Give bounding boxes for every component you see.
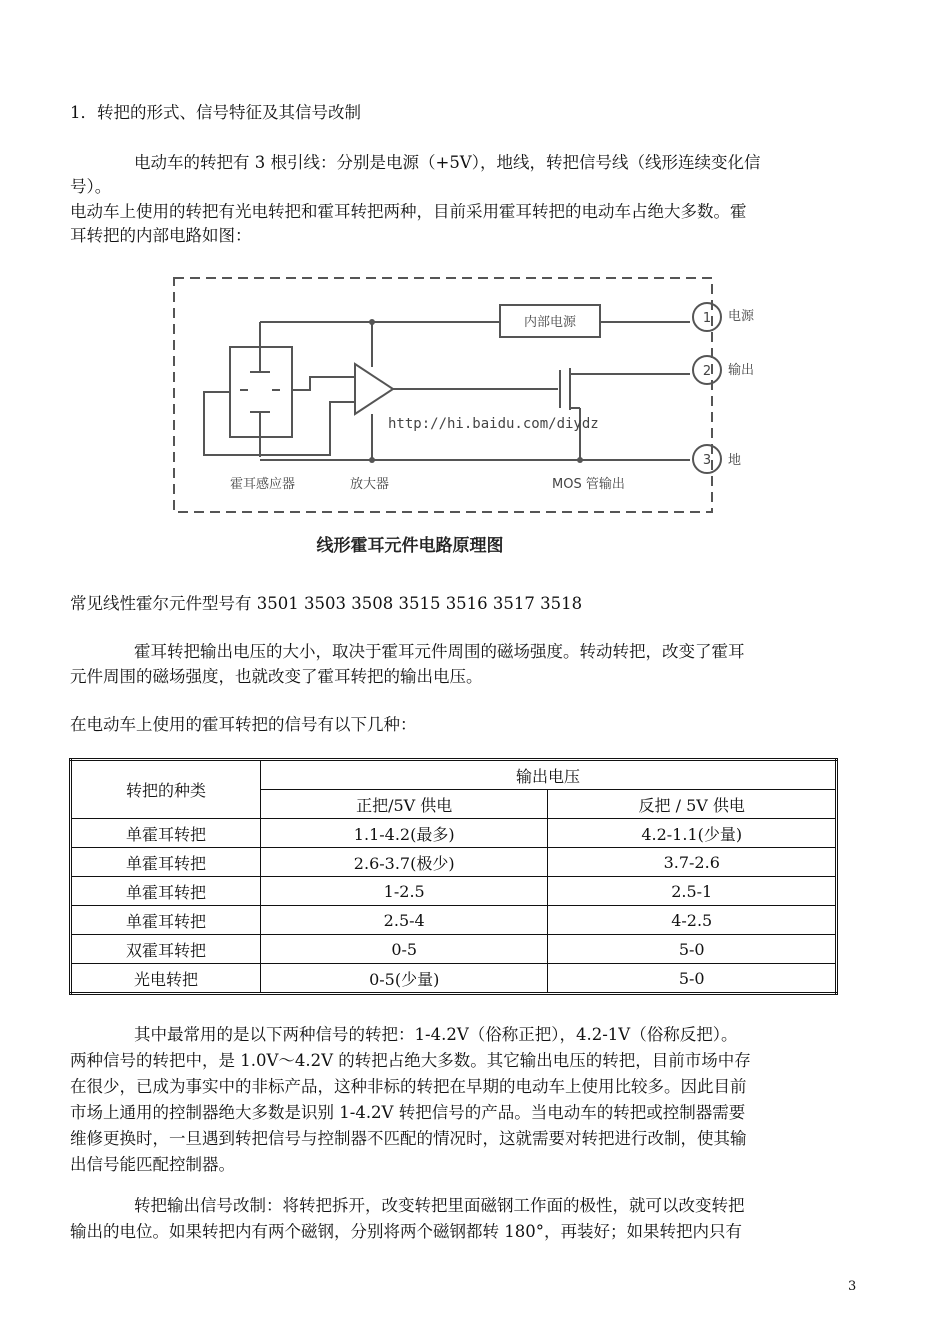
table-cell-kind: 单霍耳转把 xyxy=(71,819,261,848)
paragraph-line: 电动车的转把有 3 根引线：分别是电源（+5V），地线，转把信号线（线形连续变化信 xyxy=(134,153,761,172)
table-cell-forward: 1.1-4.2(最多) xyxy=(260,819,548,848)
paragraph-line: 市场上通用的控制器绝大多数是识别 1-4.2V 转把信号的产品。当电动车的转把或控制器需要 xyxy=(70,1103,746,1122)
pin-number: 2 xyxy=(702,364,712,379)
table-cell-reverse: 4-2.5 xyxy=(548,906,837,935)
pin-label-ground: 地 xyxy=(728,453,742,468)
table-row xyxy=(71,964,837,994)
internal-power-label: 内部电源 xyxy=(523,315,577,330)
table-cell-kind: 单霍耳转把 xyxy=(71,848,261,877)
table-cell-reverse: 3.7-2.6 xyxy=(548,848,837,877)
paragraph-line: 两种信号的转把中，是 1.0V～4.2V 的转把占绝大多数。其它输出电压的转把，目前市场中存 xyxy=(70,1051,751,1070)
pin-number: 1 xyxy=(702,311,712,326)
signals-intro: 在电动车上使用的霍耳转把的信号有以下几种： xyxy=(70,715,417,734)
table-header-kind: 转把的种类 xyxy=(71,760,261,819)
table-cell-reverse: 2.5-1 xyxy=(548,877,837,906)
signal-table xyxy=(69,758,838,995)
circuit-title: 线形霍耳元件电路原理图 xyxy=(316,536,504,556)
pin-number: 3 xyxy=(702,453,712,468)
table-header-output: 输出电压 xyxy=(260,760,836,790)
table-row xyxy=(71,906,837,935)
hall-circuit-diagram xyxy=(150,262,790,562)
section-heading: 1．转把的形式、信号特征及其信号改制 xyxy=(70,103,361,122)
paragraph-line: 维修更换时，一旦遇到转把信号与控制器不匹配的情况时，这就需要对转把进行改制，使其输 xyxy=(70,1129,747,1148)
amplifier-label: 放大器 xyxy=(350,477,390,492)
sensor-label: 霍耳感应器 xyxy=(230,477,296,492)
paragraph-common-signals xyxy=(70,1022,751,1178)
paragraph-line: 霍耳转把输出电压的大小，取决于霍耳元件周围的磁场强度。转动转把，改变了霍耳 xyxy=(134,642,745,661)
table-header-reverse: 反把 / 5V 供电 xyxy=(548,790,837,819)
paragraph-modification xyxy=(70,1193,745,1245)
table-cell-forward: 0-5(少量) xyxy=(260,964,548,994)
amplifier-symbol xyxy=(355,364,393,414)
mos-label: MOS 管输出 xyxy=(552,477,625,492)
pin-label-power: 电源 xyxy=(728,309,755,324)
paragraph-line: 耳转把的内部电路如图： xyxy=(70,226,252,245)
table-cell-reverse: 4.2-1.1(少量) xyxy=(548,819,837,848)
paragraph-line: 出信号能匹配控制器。 xyxy=(70,1155,235,1174)
table-cell-forward: 0-5 xyxy=(260,935,548,964)
table-cell-kind: 单霍耳转把 xyxy=(71,877,261,906)
paragraph-line: 号）。 xyxy=(70,177,112,196)
table-row xyxy=(71,848,837,877)
table-cell-reverse: 5-0 xyxy=(548,935,837,964)
table-cell-kind: 双霍耳转把 xyxy=(71,935,261,964)
table-cell-forward: 2.5-4 xyxy=(260,906,548,935)
pin-label-output: 输出 xyxy=(728,363,755,378)
table-cell-kind: 单霍耳转把 xyxy=(71,906,261,935)
models-line: 常见线性霍尔元件型号有 3501 3503 3508 3515 3516 3517 3518 xyxy=(70,594,583,613)
circuit-url: http://hi.baidu.com/diydz xyxy=(388,416,599,432)
table-cell-forward: 2.6-3.7(极少) xyxy=(260,848,548,877)
table-cell-forward: 1-2.5 xyxy=(260,877,548,906)
table-row xyxy=(71,877,837,906)
paragraph-line: 输出的电位。如果转把内有两个磁钢，分别将两个磁钢都转 180°，再装好；如果转把内只有 xyxy=(70,1222,742,1241)
table-header-forward: 正把/5V 供电 xyxy=(260,790,548,819)
page-number: 3 xyxy=(848,1279,857,1294)
paragraph-line: 其中最常用的是以下两种信号的转把：1-4.2V（俗称正把），4.2-1V（俗称反把）。 xyxy=(134,1025,738,1044)
paragraph-line: 在很少，已成为事实中的非标产品，这种非标的转把在早期的电动车上使用比较多。因此目前 xyxy=(70,1077,747,1096)
paragraph-line: 转把输出信号改制：将转把拆开，改变转把里面磁钢工作面的极性，就可以改变转把 xyxy=(134,1196,745,1215)
table-row xyxy=(71,819,837,848)
paragraph-line: 电动车上使用的转把有光电转把和霍耳转把两种，目前采用霍耳转把的电动车占绝大多数。霍 xyxy=(70,202,747,221)
table-cell-reverse: 5-0 xyxy=(548,964,837,994)
table-row xyxy=(71,935,837,964)
paragraph-line: 元件周围的磁场强度，也就改变了霍耳转把的输出电压。 xyxy=(70,667,483,686)
table-cell-kind: 光电转把 xyxy=(71,964,261,994)
